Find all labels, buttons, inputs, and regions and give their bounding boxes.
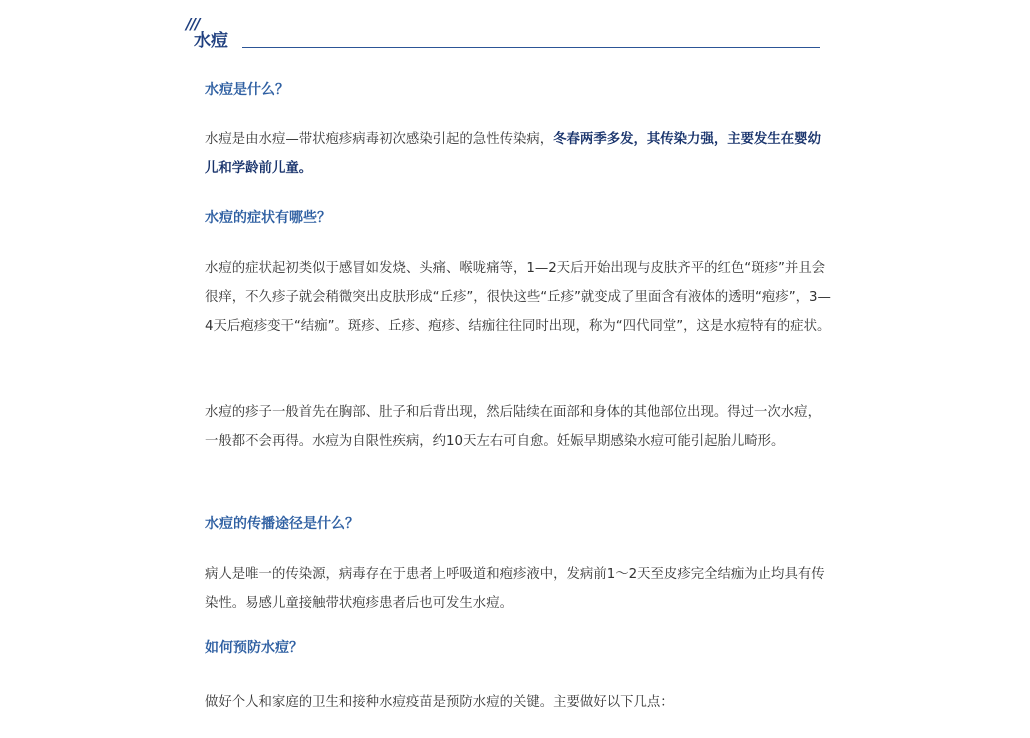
page-title: 水痘 (194, 31, 228, 51)
section-symptoms-body-2 (205, 398, 832, 456)
section-heading: 如何预防水痘？ (205, 640, 303, 656)
paragraph: 水痘的症状起初类似于感冒如发烧、头痛、喉咙痛等，1—2天后开始出现与皮肤齐平的红色“斑疹”并且会很痒，不久疹子就会稍微突出皮肤形成“丘疹”，很快这些“丘疹”就变成了里面含有液体的透明“疱疹”，3—4天后疱疹变干“结痂”。斑疹、丘疹、疱疹、结痂往往同时出现，称为“四代同堂”，这是水痘特有的症状。 (205, 261, 831, 334)
page-header (186, 16, 820, 52)
paragraph-emphasis: 冬春两季多发，其传染力强，主要发生在婴幼儿和学龄前儿童。 (205, 132, 821, 176)
paragraph: 做好个人和家庭的卫生和接种水痘疫苗是预防水痘的关键。主要做好以下几点： (205, 695, 674, 710)
section-transmission (205, 512, 832, 536)
section-heading: 水痘的症状有哪些？ (205, 210, 331, 226)
slash-decoration-icon: /// (186, 15, 200, 33)
header-divider (242, 47, 820, 48)
paragraph-text: 水痘是由水痘—带状疱疹病毒初次感染引起的急性传染病， (205, 132, 554, 147)
section-prevention-body (205, 688, 832, 717)
section-what-is-body (205, 125, 832, 183)
paragraph: 病人是唯一的传染源，病毒存在于患者上呼吸道和疱疹液中，发病前1～2天至皮疹完全结痂为止均具有传染性。易感儿童接触带状疱疹患者后也可发生水痘。 (205, 567, 825, 611)
section-heading: 水痘是什么？ (205, 82, 289, 98)
paragraph (205, 125, 832, 183)
section-heading: 水痘的传播途径是什么？ (205, 516, 359, 532)
paragraph: 水痘的疹子一般首先在胸部、肚子和后背出现，然后陆续在面部和身体的其他部位出现。得过一次水痘，一般都不会再得。水痘为自限性疾病，约10天左右可自愈。妊娠早期感染水痘可能引起胎儿畸形。 (205, 405, 821, 449)
section-symptoms-body (205, 254, 832, 341)
section-transmission-body (205, 560, 832, 618)
section-prevention (205, 636, 832, 660)
section-symptoms (205, 206, 832, 230)
section-what-is (205, 78, 832, 102)
